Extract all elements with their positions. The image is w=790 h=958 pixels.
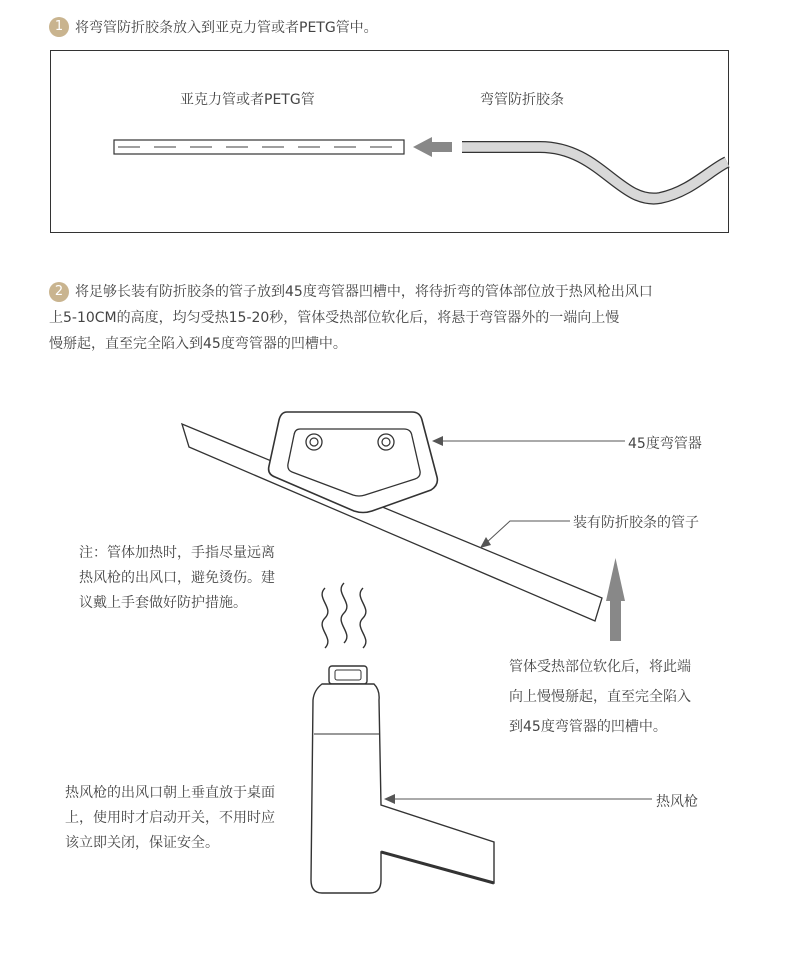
heat-gun <box>311 666 494 893</box>
heat-waves <box>322 583 366 648</box>
label-heat-gun: 热风枪 <box>656 794 698 810</box>
note-heat-gun-usage <box>65 781 275 856</box>
step-number-badge: 1 <box>49 17 69 37</box>
anti-kink-strip <box>462 147 727 199</box>
label-anti-kink-strip: 弯管防折胶条 <box>480 92 564 108</box>
note-line: 到45度弯管器的凹槽中。 <box>509 719 667 735</box>
note-line: 议戴上手套做好防护措施。 <box>79 595 247 611</box>
step-2-line: 慢掰起，直至完全陷入到45度弯管器的凹槽中。 <box>49 336 347 352</box>
pipe-pointer <box>480 521 570 548</box>
note-safety <box>79 541 275 616</box>
note-line: 向上慢慢掰起，直至完全陷入 <box>509 689 691 705</box>
note-line: 该立即关闭，保证安全。 <box>65 835 219 851</box>
insert-direction-arrow <box>413 137 452 157</box>
note-line: 热风枪的出风口朝上垂直放于桌面 <box>65 785 275 801</box>
step-1-text: 将弯管防折胶条放入到亚克力管或者PETG管中。 <box>75 20 378 36</box>
note-line: 热风枪的出风口，避免烫伤。建 <box>79 570 275 586</box>
note-line: 注：管体加热时，手指尽量远离 <box>79 545 275 561</box>
note-line: 上，使用时才启动开关，不用时应 <box>65 810 275 826</box>
bender-pointer <box>432 436 625 446</box>
label-pipe-with-strip: 装有防折胶条的管子 <box>573 515 699 531</box>
lift-up-arrow <box>606 558 625 641</box>
label-acrylic-tube: 亚克力管或者PETG管 <box>180 92 315 108</box>
note-lift-pipe <box>509 652 691 742</box>
note-line: 管体受热部位软化后，将此端 <box>509 659 691 675</box>
step-2 <box>49 279 653 357</box>
step-2-line: 将足够长装有防折胶条的管子放到45度弯管器凹槽中，将待折弯的管体部位放于热风枪出风口 <box>75 284 653 300</box>
label-45-bender: 45度弯管器 <box>628 436 702 452</box>
heat-gun-pointer <box>384 794 652 804</box>
step-2-text <box>49 279 653 357</box>
acrylic-tube <box>114 140 404 154</box>
step-2-line: 上5-10CM的高度，均匀受热15-20秒，管体受热部位软化后，将悬于弯管器外的一端向上慢 <box>49 310 620 326</box>
step-number-badge: 2 <box>49 282 69 302</box>
bender-45-degree <box>269 412 438 513</box>
